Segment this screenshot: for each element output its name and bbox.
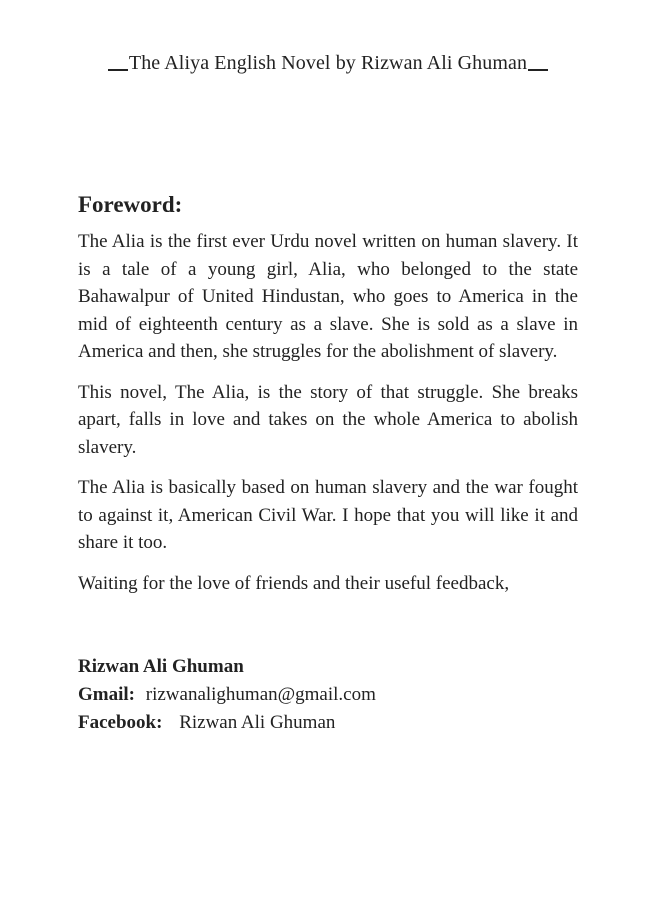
gmail-address: rizwanalighuman@gmail.com bbox=[145, 684, 376, 705]
facebook-label: Facebook: bbox=[78, 712, 163, 733]
facebook-row bbox=[78, 709, 578, 737]
foreword-section bbox=[78, 190, 578, 737]
foreword-paragraph-4: Waiting for the love of friends and their useful feedback, bbox=[78, 572, 510, 594]
author-signature bbox=[78, 653, 578, 737]
gmail-row bbox=[78, 681, 578, 709]
header-right-rule bbox=[528, 69, 548, 71]
facebook-name: Rizwan Ali Ghuman bbox=[179, 712, 336, 733]
header-left-rule bbox=[108, 69, 128, 71]
foreword-heading: Foreword: bbox=[78, 192, 183, 217]
author-name: Rizwan Ali Ghuman bbox=[78, 656, 244, 677]
foreword-paragraph-3: The Alia is basically based on human slavery and the war fought to against it, American Civil War. I hope that you will like it and share it too. bbox=[78, 477, 578, 553]
foreword-paragraph-2: This novel, The Alia, is the story of that struggle. She breaks apart, falls in love and takes on the whole America to abolish slavery. bbox=[78, 381, 578, 458]
running-header bbox=[0, 52, 656, 75]
foreword-paragraph-1: The Alia is the first ever Urdu novel written on human slavery. It is a tale of a young girl, Alia, who belonged to the state Bahawalpur of United Hindustan, who goes to America in the mid of eighteenth century as a slave. She is sold as a slave in America and then, she struggles for the abolishment of slavery. bbox=[78, 231, 578, 362]
gmail-label: Gmail: bbox=[78, 684, 135, 705]
header-title: The Aliya English Novel by Rizwan Ali Ghuman bbox=[128, 52, 528, 74]
